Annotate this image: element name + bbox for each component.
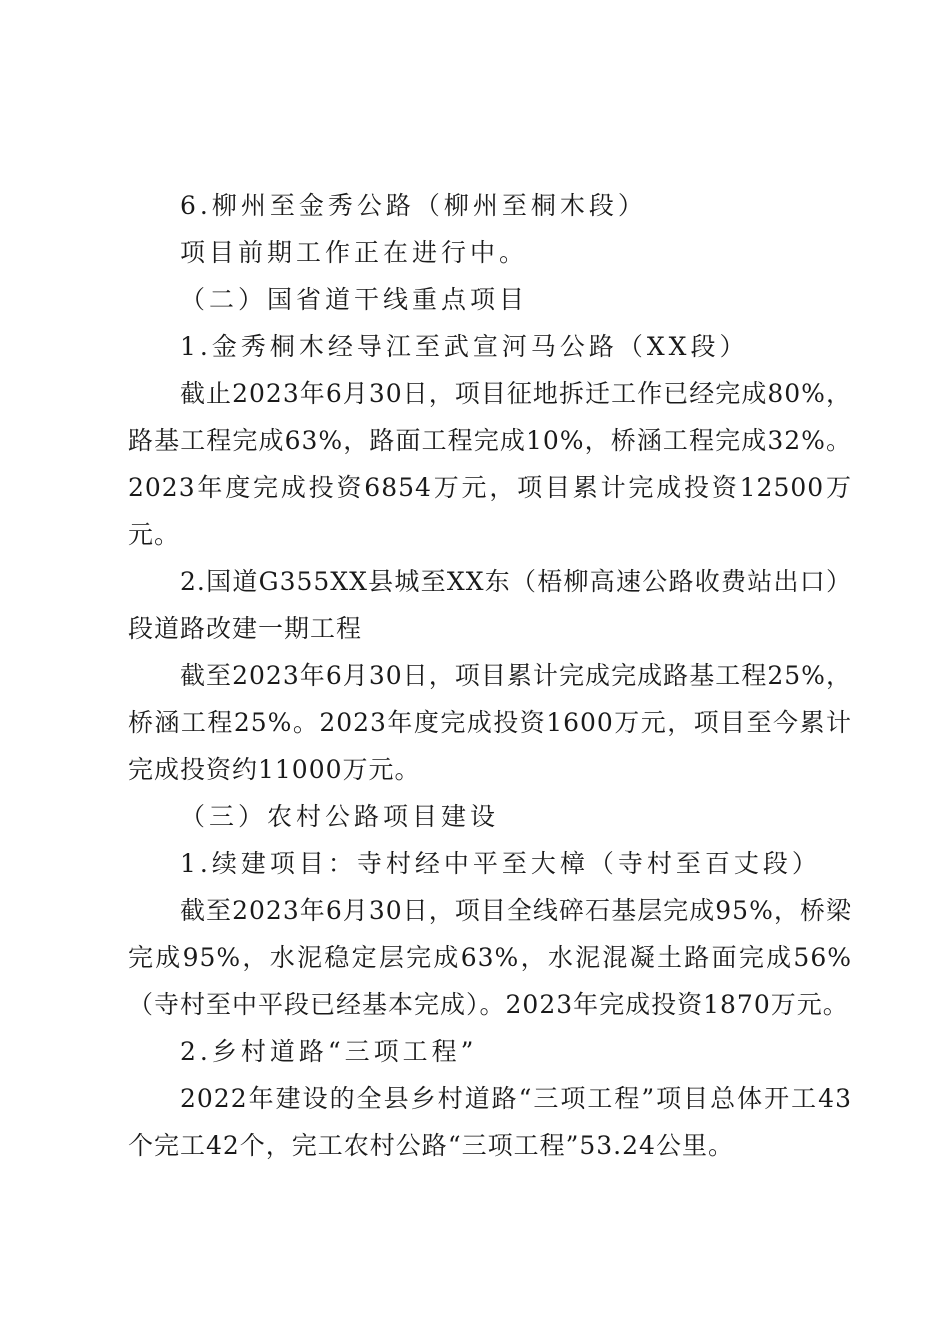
paragraph-preliminary-work: 项目前期工作正在进行中。 [180, 238, 529, 267]
paragraph-g355-progress: 截至2023年6月30日，项目累计完成完成路基工程25%，桥涵工程25%。2023年度完成投资1600万元，项目至今累计完成投资约11000万元。 [128, 661, 852, 784]
paragraph-sicun-progress: 截至2023年6月30日，项目全线碎石基层完成95%，桥梁完成95%，水泥稳定层完成63%，水泥混凝土路面完成56%（寺村至中平段已经基本完成）。2023年完成投资1870万元。 [128, 896, 852, 1019]
subheading-jinxiu-tongmu-road: 1.金秀桐木经导江至武宣河马公路（XX段） [180, 332, 749, 361]
paragraph-three-projects-progress: 2022年建设的全县乡村道路“三项工程”项目总体开工43个完工42个，完工农村公路“三项工程”53.24公里。 [128, 1084, 852, 1160]
section-heading-rural-roads: （三）农村公路项目建设 [180, 802, 500, 831]
document-body [128, 182, 852, 1169]
subheading-sicun-dazhang-road: 1.续建项目：寺村经中平至大樟（寺村至百丈段） [180, 849, 821, 878]
section-heading-national-provincial-roads: （二）国省道干线重点项目 [180, 285, 529, 314]
subheading-rural-three-projects: 2.乡村道路“三项工程” [180, 1037, 478, 1066]
subheading-liuzhou-jinxiu-road: 6.柳州至金秀公路（柳州至桐木段） [180, 191, 647, 220]
subheading-g355-road: 2.国道G355XX县城至XX东（梧柳高速公路收费站出口）段道路改建一期工程 [128, 567, 852, 643]
paragraph-jinxiu-tongmu-progress: 截止2023年6月30日，项目征地拆迁工作已经完成80%，路基工程完成63%，路面工程完成10%，桥涵工程完成32%。2023年度完成投资6854万元，项目累计完成投资12500万元。 [128, 379, 852, 549]
